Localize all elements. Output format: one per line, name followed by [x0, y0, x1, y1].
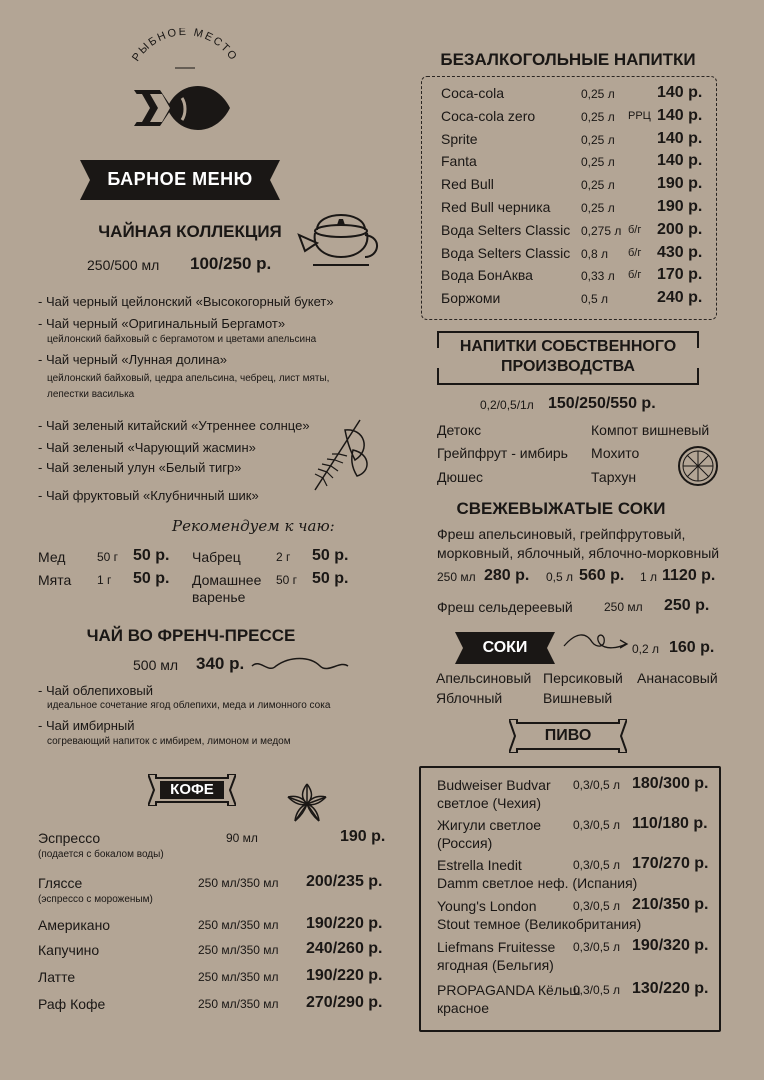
beer-price: 170/270 р.	[632, 855, 709, 872]
addon-name: Мята	[38, 572, 72, 588]
own-drink-item: Грейпфрут - имбирь	[437, 445, 568, 461]
addon-price: 50 р.	[312, 547, 349, 564]
own-drinks-title-2: ПРОИЗВОДСТВА	[501, 358, 635, 375]
fresh-option-volume: 0,5 л	[546, 570, 574, 584]
addon-qty: 2 г	[276, 550, 291, 564]
soft-drink-name: Sprite	[441, 130, 478, 147]
soft-drink-name: Вода Selters Classic	[441, 244, 571, 261]
bar-menu-title: БАРНОЕ МЕНЮ	[107, 169, 253, 189]
coffee-item-volume: 250 мл/350 мл	[198, 876, 279, 890]
beer-sub: светлое (Чехия)	[437, 795, 542, 811]
soft-drink-name: Вода БонАква	[441, 267, 533, 284]
coffee-item-price: 190/220 р.	[306, 915, 383, 932]
coffee-item-volume: 250 мл/350 мл	[198, 943, 279, 957]
coffee-item-note: (эспрессо с мороженым)	[38, 894, 153, 905]
beer-volume: 0,3/0,5 л	[573, 983, 621, 997]
soft-drink-price: 190 р.	[657, 198, 703, 215]
soft-drink-volume: 0,8 л	[581, 246, 609, 261]
coffee-item-price: 190/220 р.	[306, 967, 383, 984]
own-drinks-banner	[436, 330, 700, 386]
own-drink-item: Детокс	[437, 422, 482, 438]
juices-volume: 0,2 л	[632, 642, 660, 656]
addon-name: Домашнее	[192, 572, 262, 588]
fresh-celery-price: 250 р.	[664, 597, 710, 614]
coffee-title: КОФЕ	[170, 781, 214, 798]
soft-drink-volume: 0,275 л	[581, 223, 622, 238]
addon-qty: 50 г	[97, 550, 119, 564]
soft-drink-name: Red Bull черника	[441, 199, 551, 215]
logo-arc-text: РЫБНОЕ МЕСТО	[130, 28, 240, 64]
soft-drinks-title: БЕЗАЛКОГОЛЬНЫЕ НАПИТКИ	[440, 50, 696, 69]
fresh-option-volume: 1 л	[640, 570, 658, 584]
soft-drink-tag: б/г	[628, 269, 642, 282]
soft-drink-price: 140 р.	[657, 152, 703, 170]
tea-title: ЧАЙНАЯ КОЛЛЕКЦИЯ	[98, 222, 282, 241]
beer-sub: Damm светлое неф. (Испания)	[437, 875, 638, 891]
fresh-title: СВЕЖЕВЫЖАТЫЕ СОКИ	[456, 499, 666, 518]
juice-item: Персиковый	[543, 670, 623, 686]
coffee-item-name: Капучино	[38, 942, 100, 958]
soft-drink-tag: РРЦ	[628, 109, 651, 122]
own-drink-item: Мохито	[591, 445, 640, 461]
soft-drink-price: 140 р.	[657, 106, 703, 124]
coffee-item-name: Латте	[38, 969, 76, 985]
swirl-arrow-icon	[562, 628, 632, 659]
addon-price: 50 р.	[133, 547, 170, 564]
tea-recommend: Рекомендуем к чаю:	[172, 517, 335, 535]
beer-banner	[509, 719, 627, 753]
tea-item: - Чай зеленый «Чарующий жасмин»	[38, 440, 256, 455]
tea-item: - Чай зеленый улун «Белый тигр»	[38, 460, 242, 475]
tea-price: 100/250 р.	[190, 254, 272, 273]
soft-drink-volume: 0,25 л	[581, 178, 615, 193]
juice-item: Апельсиновый	[436, 670, 532, 686]
logo	[120, 28, 250, 153]
beer-title: ПИВО	[544, 727, 592, 744]
beer-price: 130/220 р.	[632, 980, 709, 997]
soft-drink-tag: б/г	[628, 223, 642, 236]
soft-drink-volume: 0,33 л	[581, 269, 615, 284]
beer-name: Budweiser Budvar	[437, 777, 551, 793]
fresh-option-price: 280 р.	[484, 567, 530, 584]
tea-item: - Чай черный цейлонский «Высокогорный букет»	[38, 294, 334, 309]
coffee-item-price: 270/290 р.	[306, 994, 383, 1011]
beer-sub: (Россия)	[437, 835, 493, 851]
soft-drink-price: 140 р.	[657, 84, 703, 101]
french-press-title: ЧАЙ ВО ФРЕНЧ-ПРЕССЕ	[86, 626, 296, 645]
beer-volume: 0,3/0,5 л	[573, 858, 621, 872]
french-press-volume: 500 мл	[133, 657, 179, 673]
beer-volume: 0,3/0,5 л	[573, 899, 621, 913]
french-press-price: 340 р.	[196, 654, 245, 673]
coffee-item-volume: 250 мл/350 мл	[198, 997, 279, 1011]
fresh-option-price: 560 р.	[579, 567, 625, 584]
french-press-item-desc: согревающий напиток с имбирем, лимоном и медом	[47, 736, 291, 747]
fresh-line-2: морковный, яблочный, яблочно-морковный	[437, 545, 720, 561]
soft-drink-volume: 0,25 л	[581, 155, 615, 170]
addon-qty: 1 г	[97, 573, 112, 587]
soft-drink-name: Red Bull	[441, 176, 494, 193]
tea-item: - Чай зеленый китайский «Утреннее солнце»	[38, 418, 310, 433]
fresh-celery-volume: 250 мл	[604, 600, 643, 614]
own-drink-item: Тархун	[591, 469, 637, 485]
beer-sub: ягодная (Бельгия)	[437, 957, 554, 973]
addon-qty: 50 г	[276, 573, 298, 587]
juices-banner	[455, 632, 555, 664]
soft-drink-volume: 0,25 л	[581, 201, 615, 215]
coffee-item-name: Гляссе	[38, 875, 83, 891]
soft-drink-price: 170 р.	[657, 266, 703, 284]
soft-drink-price: 240 р.	[657, 289, 703, 307]
coffee-item-volume: 90 мл	[226, 831, 258, 845]
fresh-option-price: 1120 р.	[662, 567, 716, 584]
own-drinks-volume: 0,2/0,5/1л	[480, 398, 534, 412]
own-drink-item: Компот вишневый	[591, 422, 710, 438]
beer-volume: 0,3/0,5 л	[573, 778, 621, 792]
soft-drink-name: Coca-cola zero	[441, 107, 536, 124]
fresh-option-volume: 250 мл	[437, 570, 476, 584]
beer-name: Жигули светлое	[437, 817, 542, 833]
beer-price: 190/320 р.	[632, 937, 709, 954]
tea-item: - Чай фруктовый «Клубничный шик»	[38, 488, 259, 503]
tea-item-desc: цейлонский байховый, цедра апельсина, чебрец, лист мяты,	[47, 373, 330, 384]
fresh-celery-name: Фреш сельдереевый	[437, 599, 573, 615]
soft-drink-price: 430 р.	[657, 243, 703, 261]
beer-volume: 0,3/0,5 л	[573, 940, 621, 954]
own-drink-item: Дюшес	[437, 469, 483, 485]
french-press-item: - Чай имбирный	[38, 718, 135, 733]
addon-price: 50 р.	[133, 570, 170, 587]
beer-price: 110/180 р.	[632, 815, 708, 832]
coffee-item-price: 200/235 р.	[306, 873, 383, 890]
french-press-item-desc: идеальное сочетание ягод облепихи, меда и лимонного сока	[47, 700, 331, 711]
soft-drink-name: Fanta	[441, 153, 477, 170]
beer-price: 180/300 р.	[632, 775, 709, 792]
juice-item: Вишневый	[543, 690, 613, 706]
soft-drink-name: Боржоми	[441, 290, 501, 307]
coffee-item-volume: 250 мл/350 мл	[198, 918, 279, 932]
soft-drink-price: 190 р.	[657, 175, 703, 193]
tea-item: - Чай черный «Оригинальный Бергамот»	[38, 316, 286, 331]
beer-name: Liefmans Fruitesse	[437, 939, 556, 955]
soft-drink-volume: 0,25 л	[581, 109, 615, 124]
coffee-item-name: Эспрессо	[38, 830, 101, 846]
coffee-item-note: (подается с бокалом воды)	[38, 849, 164, 860]
beer-sub: Stout темное (Великобритания)	[437, 916, 642, 932]
coffee-item-price: 190 р.	[340, 828, 386, 845]
soft-drink-volume: 0,25 л	[581, 87, 615, 101]
beer-name: Estrella Inedit	[437, 857, 522, 873]
addon-name: Чабрец	[192, 549, 241, 565]
coffee-item-name: Американо	[38, 917, 111, 933]
juices-price: 160 р.	[669, 639, 715, 656]
soft-drink-name: Вода Selters Classic	[441, 221, 571, 238]
swirl-ornament-icon	[250, 656, 350, 679]
tea-item-desc: цейлонский байховый с бергамотом и цветами апельсина	[47, 334, 317, 345]
french-press-item: - Чай облепиховый	[38, 683, 154, 698]
addon-name: Мед	[38, 549, 66, 565]
addon-price: 50 р.	[312, 570, 349, 587]
coffee-item-price: 240/260 р.	[306, 940, 383, 957]
soft-drink-volume: 0,25 л	[581, 132, 615, 147]
beer-volume: 0,3/0,5 л	[573, 818, 621, 832]
herbs-icon	[305, 410, 375, 495]
beer-name: PROPAGANDA Кёльш	[437, 982, 581, 998]
beer-price: 210/350 р.	[632, 896, 709, 913]
coffee-item-volume: 250 мл/350 мл	[198, 970, 279, 984]
soft-drink-price: 140 р.	[657, 129, 703, 147]
own-drinks-price: 150/250/550 р.	[548, 395, 656, 412]
beer-sub: красное	[437, 1000, 490, 1016]
soft-drink-price: 200 р.	[657, 220, 703, 238]
juice-item: Яблочный	[436, 690, 503, 706]
star-anise-icon	[285, 782, 329, 831]
citrus-slice-icon	[676, 444, 720, 493]
coffee-item-name: Раф Кофе	[38, 996, 106, 1012]
soft-drink-name: Coca-cola	[441, 85, 505, 101]
soft-drink-volume: 0,5 л	[581, 292, 609, 307]
tea-volume: 250/500 мл	[87, 257, 160, 273]
beer-name: Young's London	[437, 898, 537, 914]
tea-item-desc: лепестки василька	[47, 389, 135, 400]
juices-title: СОКИ	[482, 639, 528, 656]
bar-menu-banner	[80, 160, 280, 200]
tea-item: - Чай черный «Лунная долина»	[38, 352, 228, 367]
own-drinks-title: НАПИТКИ СОБСТВЕННОГО	[459, 338, 677, 355]
addon-name-2: варенье	[192, 589, 246, 605]
fresh-line: Фреш апельсиновый, грейпфрутовый,	[437, 526, 686, 542]
fish-logo-icon	[120, 28, 250, 153]
soft-drink-tag: б/г	[628, 246, 642, 259]
coffee-banner	[148, 774, 236, 806]
juice-item: Ананасовый	[637, 670, 718, 686]
